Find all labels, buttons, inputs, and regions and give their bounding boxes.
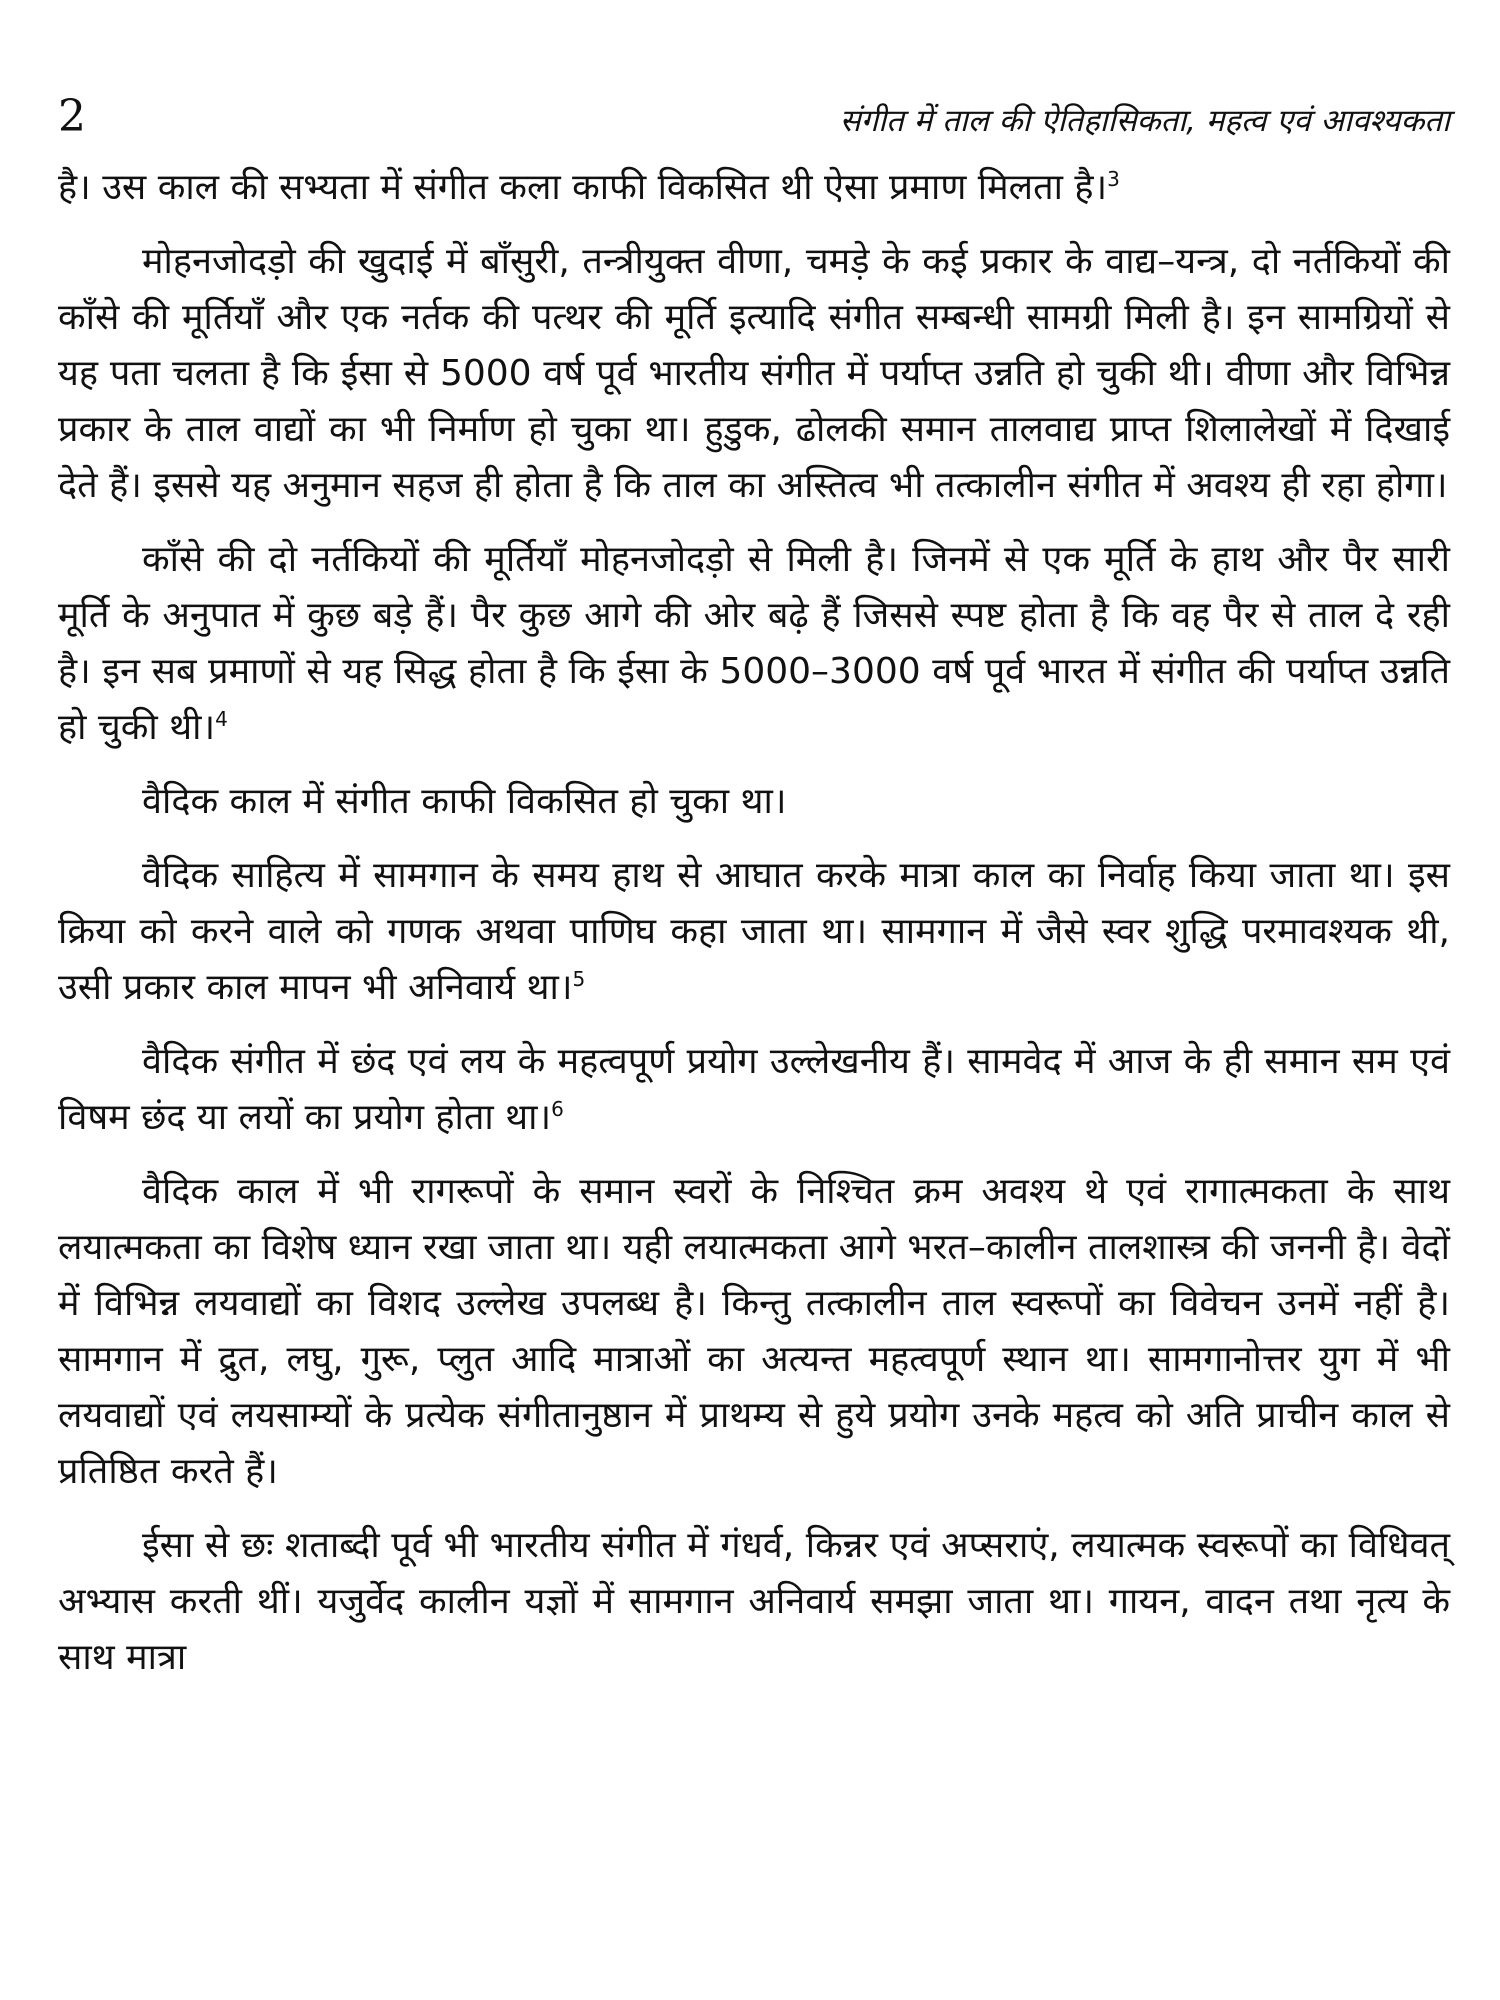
paragraph <box>58 774 1450 830</box>
page-header <box>58 92 1450 146</box>
paragraph-text: मोहनजोदड़ो की खुदाई में बाँसुरी, तन्त्रीयुक्त वीणा, चमड़े के कई प्रकार के वाद्य–यन्त्र, दो नर्तकियों की काँसे की मूर्तियाँ और एक नर्तक की पत्थर की मूर्ति इत्यादि संगीत सम्बन्धी सामग्री मिली है। इन सामग्रियों से यह पता चलता है कि ईसा से 5000 वर्ष पूर्व भारतीय संगीत में पर्याप्त उन्नति हो चुकी थी। वीणा और विभिन्न प्रकार के ताल वाद्यों का भी निर्माण हो चुका था। हुडुक, ढोलकी समान तालवाद्य प्राप्त शिलालेखों में दिखाई देते हैं। इससे यह अनुमान सहज ही होता है कि ताल का अस्तित्व भी तत्कालीन संगीत में अवश्य ही रहा होगा। <box>58 241 1450 506</box>
footnote-marker: 3 <box>1107 167 1120 191</box>
paragraph <box>58 848 1450 1016</box>
footnote-marker: 4 <box>215 707 228 731</box>
paragraph-text: काँसे की दो नर्तकियों की मूर्तियाँ मोहनजोदड़ो से मिली है। जिनमें से एक मूर्ति के हाथ और पैर सारी मूर्ति के अनुपात में कुछ बड़े हैं। पैर कुछ आगे की ओर बढ़े हैं जिससे स्पष्ट होता है कि वह पैर से ताल दे रही है। इन सब प्रमाणों से यह सिद्ध होता है कि ईसा के 5000–3000 वर्ष पूर्व भारत में संगीत की पर्याप्त उन्नति हो चुकी थी। <box>58 539 1450 748</box>
footnote-marker: 6 <box>551 1097 564 1121</box>
running-title: संगीत में ताल की ऐतिहासिकता, महत्व एवं आवश्यकता <box>839 103 1450 139</box>
footnote-marker: 5 <box>572 967 586 991</box>
paragraph-text: वैदिक काल में संगीत काफी विकसित हो चुका था। <box>142 781 787 822</box>
paragraph <box>58 532 1450 756</box>
paragraph-text: ईसा से छः शताब्दी पूर्व भी भारतीय संगीत में गंधर्व, किन्नर एवं अप्सराएं, लयात्मक स्वरूपों का विधिवत् अभ्यास करती थीं। यजुर्वेद कालीन यज्ञों में सामगान अनिवार्य समझा जाता था। गायन, वादन तथा नृत्य के साथ मात्रा <box>58 1525 1450 1678</box>
paragraph-text: है। उस काल की सभ्यता में संगीत कला काफी विकसित थी ऐसा प्रमाण मिलता है। <box>58 167 1108 208</box>
paragraph-text: वैदिक काल में भी रागरूपों के समान स्वरों के निश्चित क्रम अवश्य थे एवं रागात्मकता के साथ लयात्मकता का विशेष ध्यान रखा जाता था। यही लयात्मकता आगे भरत–कालीन तालशास्त्र की जननी है। वेदों में विभिन्न लयवाद्यों का विशद उल्लेख उपलब्ध है। किन्तु तत्कालीन ताल स्वरूपों का विवेचन उनमें नहीं है। सामगान में द्रुत, लघु, गुरू, प्लुत आदि मात्राओं का अत्यन्त महत्वपूर्ण स्थान था। सामगानोत्तर युग में भी लयवाद्यों एवं लयसाम्यों के प्रत्येक संगीतानुष्ठान में प्राथम्य से हुये प्रयोग उनके महत्व को अति प्राचीन काल से प्रतिष्ठित करते हैं। <box>58 1171 1450 1492</box>
page-number: 2 <box>58 91 86 142</box>
paragraph <box>58 1164 1450 1500</box>
paragraph <box>58 160 1450 216</box>
page <box>58 92 1450 1704</box>
paragraph <box>58 1518 1450 1686</box>
paragraph <box>58 234 1450 514</box>
paragraph-text: वैदिक साहित्य में सामगान के समय हाथ से आघात करके मात्रा काल का निर्वाह किया जाता था। इस क्रिया को करने वाले को गणक अथवा पाणिघ कहा जाता था। सामगान में जैसे स्वर शुद्धि परमावश्यक थी, उसी प्रकार काल मापन भी अनिवार्य था। <box>58 855 1450 1008</box>
paragraph <box>58 1034 1450 1146</box>
paragraph-text: वैदिक संगीत में छंद एवं लय के महत्वपूर्ण प्रयोग उल्लेखनीय हैं। सामवेद में आज के ही समान सम एवं विषम छंद या लयों का प्रयोग होता था। <box>58 1041 1450 1138</box>
